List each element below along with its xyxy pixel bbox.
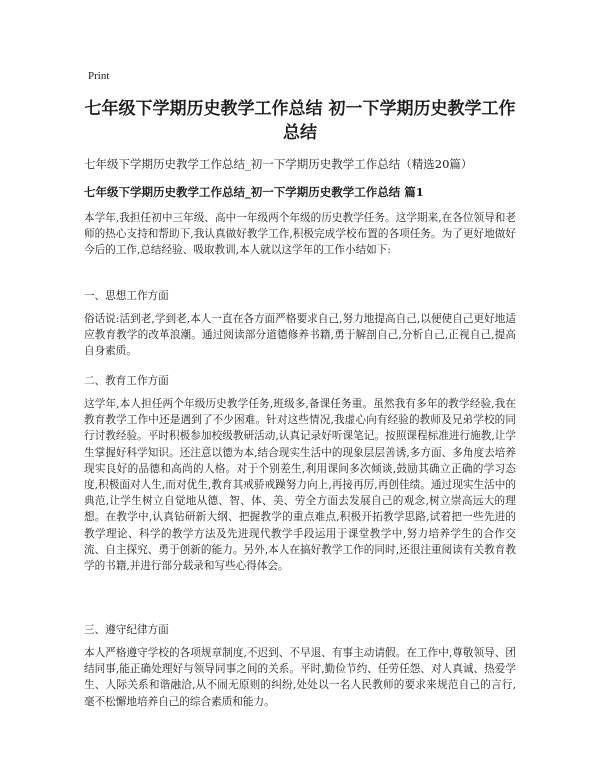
section-body-thought: 俗话说:活到老,学到老,本人一直在各方面严格要求自己,努力地提高自己,以便使自己更好地适应教育教学的改革浪潮。通过阅读部分道德修养书籍,勇于解剖自己,分析自己,正视自己,提高自身素质。 bbox=[84, 313, 516, 358]
document-subtitle: 七年级下学期历史教学工作总结_初一下学期历史教学工作总结（精选20篇） bbox=[84, 157, 473, 171]
section-body-discipline: 本人严格遵守学校的各项规章制度,不迟到、不早退、有事主动请假。在工作中,尊敬领导、团结同事,能正确处理好与领导同事之间的关系。平时,勤俭节约、任劳任怨、对人真诚、热爱学生、人际关系和谐融洽,从不闹无原则的纠纷,处处以一名人民教师的要求来规范自己的言行,毫不松懈地培养自己的综合素质和能力。 bbox=[84, 647, 516, 708]
document-title: 七年级下学期历史教学工作总结 初一下学期历史教学工作总结 bbox=[84, 99, 516, 143]
section-body-teaching: 这学年,本人担任两个年级历史教学任务,班级多,备课任务重。虽然我有多年的教学经验,我在教育教学工作中还是遇到了不少困难。针对这些情况,我虚心向有经验的教师及兄弟学校的同行讨教经验。平时积极参加校级教研活动,认真记录好听课笔记。按照课程标准进行施教,让学生掌握好科学知识。还注意以德为本,结合现实生活中的现象层层善诱,多方面、多角度去培养现实良好的品德和高尚的人格。对于个别差生,利用课间多次倾谈,鼓励其确立正确的学习态度,积极面对人生,而对优生,教育其戒骄戒躁努力向上,再接再厉,再创佳绩。通过现实生活中的典范,让学生树立自觉地从德、智、体、美、劳全方面去发展自己的观念,树立崇高远大的理想。在教学中,认真钻研新大纲、把握教学的重点难点,积极开拓教学思路,试着把一些先进的教学理论、科学的教学方法及先进现代教学手段运用于课堂教学中,努力培养学生的合作交流、自主探究、勇于创新的能力。另外,本人在搞好教学工作的同时,还很注重阅读有关教育教学的书籍,并进行部分载录和写些心得体会。 bbox=[84, 398, 516, 573]
section-heading-thought: 一、思想工作方面 bbox=[84, 290, 169, 302]
print-link[interactable]: Print bbox=[88, 70, 110, 82]
article-heading: 七年级下学期历史教学工作总结_初一下学期历史教学工作总结 篇1 bbox=[84, 185, 424, 199]
section-heading-teaching: 二、教育工作方面 bbox=[84, 375, 169, 387]
intro-paragraph: 本学年,我担任初中三年级、高中一年级两个年级的历史教学任务。这学期来,在各位领导和老师的热心支持和帮助下,我认真做好教学工作,积极完成学校布置的各项任务。为了更好地做好今后的工作,总结经验、吸取教训,本人就以这学年的工作小结如下: bbox=[84, 212, 516, 257]
section-heading-discipline: 三、遵守纪律方面 bbox=[84, 624, 169, 636]
